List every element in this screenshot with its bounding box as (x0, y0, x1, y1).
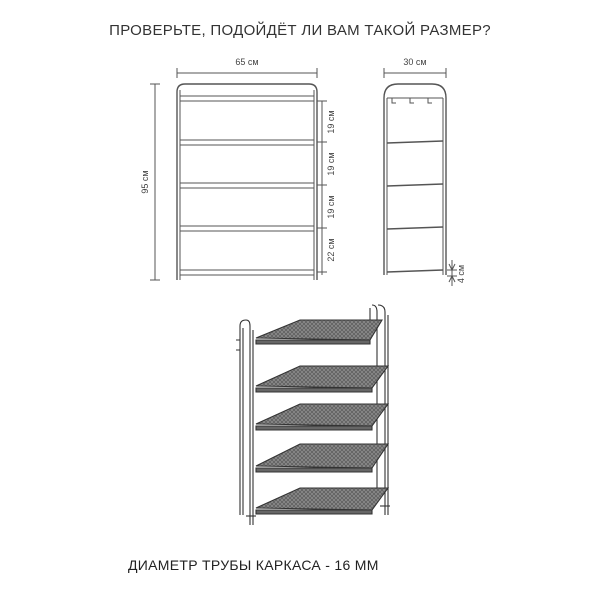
rack-shelf-4 (256, 444, 388, 468)
gap-label-3: 19 см (326, 195, 336, 219)
footer-note: ДИАМЕТР ТРУБЫ КАРКАСА - 16 ММ (128, 557, 379, 573)
leg-label: 4 см (456, 264, 466, 284)
side-shelf-4 (387, 270, 443, 272)
front-shelf-1 (180, 96, 314, 101)
front-shelf-3 (180, 183, 314, 188)
gap-label-1: 19 см (326, 110, 336, 134)
front-shelf-4 (180, 226, 314, 231)
headline: ПРОВЕРЬТЕ, ПОДОЙДЁТ ЛИ ВАМ ТАКОЙ РАЗМЕР? (109, 22, 491, 39)
front-view (150, 68, 327, 280)
side-hook-2 (410, 98, 414, 103)
shelf-illustration (236, 305, 390, 525)
rack-shelf-2-edge (256, 388, 372, 392)
side-hook-3 (428, 98, 432, 103)
side-shelf-2 (387, 184, 443, 186)
side-shelf-3 (387, 227, 443, 229)
side-view (384, 68, 457, 286)
side-frame (384, 84, 446, 275)
rack-shelf-5-edge (256, 510, 372, 514)
rack-shelf-3-edge (256, 426, 372, 430)
front-shelf-5 (180, 270, 314, 275)
height-label: 95 см (140, 170, 150, 194)
rack-shelf-1-edge (256, 340, 370, 344)
side-shelf-1 (387, 141, 443, 143)
gap-label-2: 19 см (326, 152, 336, 176)
front-shelf-2 (180, 140, 314, 145)
rack-shelf-4-edge (256, 468, 372, 472)
side-hook-1 (392, 98, 396, 103)
rack-shelf-1 (256, 320, 382, 340)
rack-shelf-2 (256, 366, 388, 388)
rack-shelf-5 (256, 488, 388, 510)
rack-shelf-3 (256, 404, 388, 426)
rack-hooks (236, 340, 240, 350)
gap-label-4: 22 см (326, 238, 336, 262)
depth-label: 30 см (403, 57, 427, 67)
width-label: 65 см (235, 57, 259, 67)
rack-post-front-left (250, 326, 253, 525)
front-frame (177, 84, 317, 280)
rack-top-back-left (240, 320, 250, 326)
